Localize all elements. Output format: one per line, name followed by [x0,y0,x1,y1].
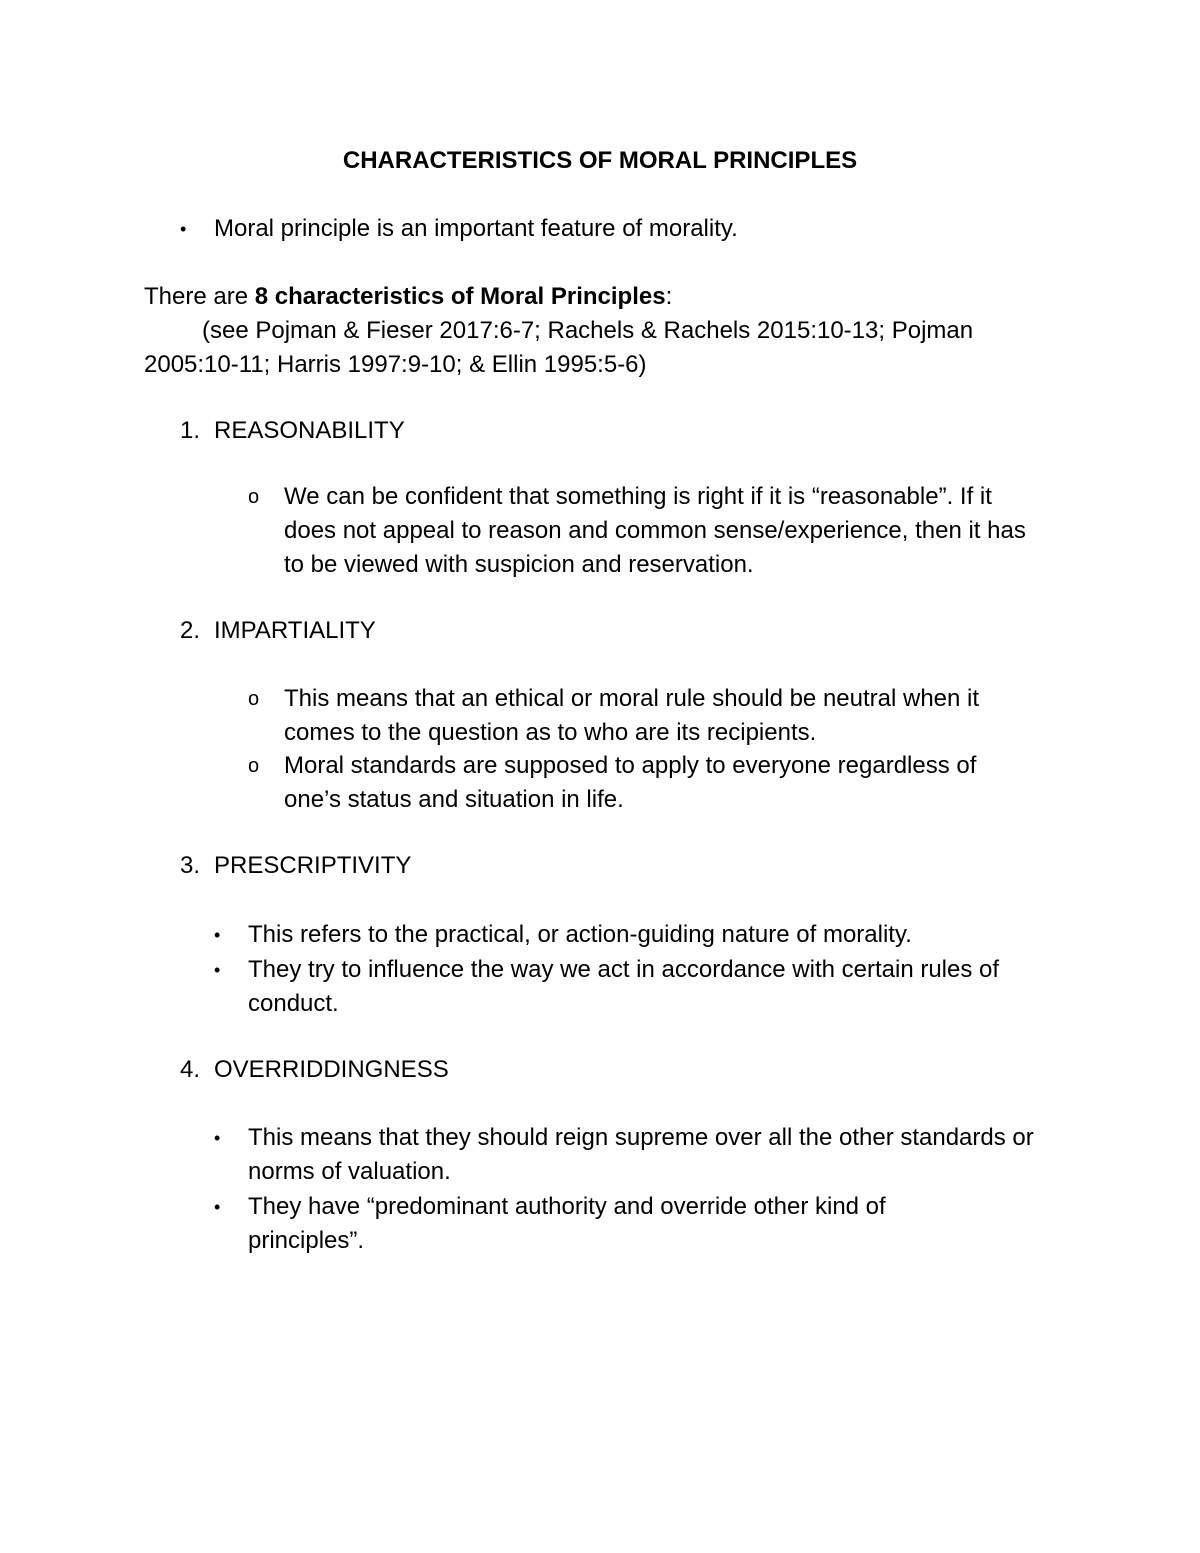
list-item-text: Moral standards are supposed to apply to everyone regardless of one’s status and situation in life. [284,752,977,813]
list-item-text: They try to influence the way we act in accordance with certain rules of conduct. [248,956,1000,1017]
circle-bullet-icon: o [248,755,260,777]
list-item [214,1190,954,1258]
section-heading: OVERRIDDINGNESS [214,1056,449,1083]
section-number: 3. [180,852,201,879]
section-number: 1. [180,417,201,444]
section-heading: PRESCRIPTIVITY [214,852,412,879]
list-item-text: This refers to the practical, or action-guiding nature of morality. [248,921,912,948]
circle-bullet-icon: o [248,688,260,710]
intro-paragraph [144,280,1044,314]
circle-bullet-icon: o [248,486,260,508]
list-item [248,749,1038,817]
list-item-text: This means that an ethical or moral rule should be neutral when it comes to the question as to who are its recipients. [284,685,980,746]
document-title: CHARACTERISTICS OF MORAL PRINCIPLES [342,147,858,174]
intro-bullet-item [180,212,1060,246]
list-item [214,953,1054,1021]
list-item [248,480,1048,582]
section-heading-prescriptivity [180,849,411,883]
section-heading-impartiality [180,614,376,648]
bullet-icon: • [214,925,221,945]
list-item-text: They have “predominant authority and override other kind of principles”. [248,1193,886,1254]
bullet-icon: • [180,219,187,239]
intro-suffix: : [665,283,673,310]
list-item [214,918,1054,952]
list-item-text: We can be confident that something is right if it is “reasonable”. If it does not appeal to reason and common sense/experience, then it has to be viewed with suspicion and reservation. [284,483,1026,578]
bullet-icon: • [214,960,221,980]
section-heading: IMPARTIALITY [214,617,376,644]
intro-prefix: There are [144,283,255,310]
list-item-text: This means that they should reign supreme over all the other standards or norms of valuation. [248,1124,1034,1185]
section-heading-overriddingness [180,1053,449,1087]
section-heading: REASONABILITY [214,417,405,444]
section-number: 2. [180,617,201,644]
bullet-icon: • [214,1128,221,1148]
list-item [248,682,1038,750]
section-number: 4. [180,1056,201,1083]
list-item [214,1121,1054,1189]
bullet-icon: • [214,1197,221,1217]
section-heading-reasonability [180,414,405,448]
intro-bullet-text: Moral principle is an important feature of morality. [214,215,738,242]
intro-bold: 8 characteristics of Moral Principles [254,283,666,310]
citation-paragraph: (see Pojman & Fieser 2017:6-7; Rachels & Rachels 2015:10-13; Pojman 2005:10-11; Harris 1997:9-10; & Ellin 1995:5-6) [144,317,974,378]
